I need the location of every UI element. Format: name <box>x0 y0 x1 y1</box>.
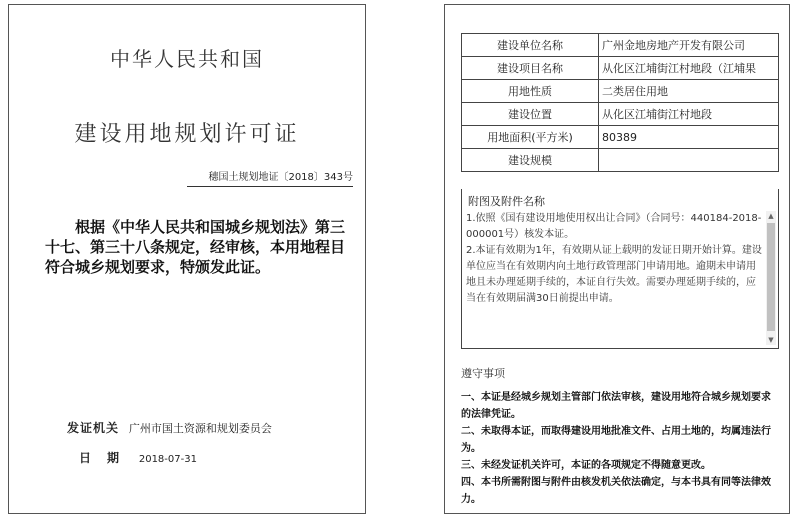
scroll-down-arrow-icon[interactable]: ▼ <box>768 336 774 344</box>
notes-title: 遵守事项 <box>461 367 505 380</box>
issuer-value: 广州市国土资源和规划委员会 <box>128 422 272 435</box>
table-row <box>462 34 779 57</box>
row-key: 用地性质 <box>462 80 599 103</box>
row-key: 建设位置 <box>462 103 599 126</box>
certificate-body-text: 根据《中华人民共和国城乡规划法》第三十七、第三十八条规定，经审核，本用地程目符合城乡规划要求，特颁发此证。 <box>45 218 346 276</box>
row-value <box>599 149 779 172</box>
certificate-title: 建设用地规划许可证 <box>74 122 300 147</box>
row-value: 广州金地房地产开发有限公司 <box>599 34 779 57</box>
attachment-line: 1.依照《国有建设用地使用权出让合同》（合同号：440184-2018-000001号）核发本证。 <box>466 213 762 240</box>
table-row <box>462 126 779 149</box>
row-value: 二类居住用地 <box>599 80 779 103</box>
date-value: 2018-07-31 <box>138 454 197 465</box>
country-name: 中华人民共和国 <box>110 47 264 71</box>
table-row <box>462 149 779 172</box>
project-info-table <box>461 33 779 172</box>
issuer-label: 发证机关 <box>67 421 120 435</box>
row-value: 80389 <box>599 126 779 149</box>
note-item: 一、本证是经城乡规划主管部门依法审核，建设用地符合城乡规划要求的法律凭证。 <box>461 392 771 420</box>
row-key: 建设规模 <box>462 149 599 172</box>
scroll-up-arrow-icon[interactable]: ▲ <box>768 212 774 220</box>
table-row <box>462 80 779 103</box>
table-row <box>462 103 779 126</box>
certificate-number-underline <box>187 186 353 187</box>
row-key: 建设项目名称 <box>462 57 599 80</box>
certificate-detail-page <box>444 4 790 514</box>
certificate-cover-page <box>8 4 366 514</box>
notes-list <box>461 389 779 508</box>
attachment-line: 2.本证有效期为1年，有效期从证上载明的发证日期开始计算。建设单位应当在有效期内向土地行政管理部门申请用地。逾期未申请用地且未办理延期手续的，本证自行失效。需要办理延期手续的，应当在有效期届满30日前提出申请。 <box>466 245 762 304</box>
attachments-scrollbar[interactable] <box>766 211 776 345</box>
issuing-authority <box>67 419 272 436</box>
scroll-thumb[interactable] <box>767 223 775 331</box>
attachments-content <box>466 211 762 307</box>
date-label: 日期 <box>79 451 136 465</box>
row-value: 从化区江埔街江村地段 <box>599 103 779 126</box>
issue-date <box>79 449 197 466</box>
row-value: 从化区江埔街江村地段（江埔果 <box>599 57 779 80</box>
row-key: 用地面积(平方米) <box>462 126 599 149</box>
table-row <box>462 57 779 80</box>
note-item: 四、本书所需附图与附件由核发机关依法确定，与本书具有同等法律效力。 <box>461 477 771 505</box>
attachments-box <box>461 189 779 349</box>
row-key: 建设单位名称 <box>462 34 599 57</box>
note-item: 三、未经发证机关许可，本证的各项规定不得随意更改。 <box>461 460 711 471</box>
attachments-title: 附图及附件名称 <box>468 195 545 208</box>
certificate-number: 穗国土规划地证〔2018〕343号 <box>208 172 353 183</box>
note-item: 二、未取得本证，而取得建设用地批准文件、占用土地的，均属违法行为。 <box>461 426 771 454</box>
